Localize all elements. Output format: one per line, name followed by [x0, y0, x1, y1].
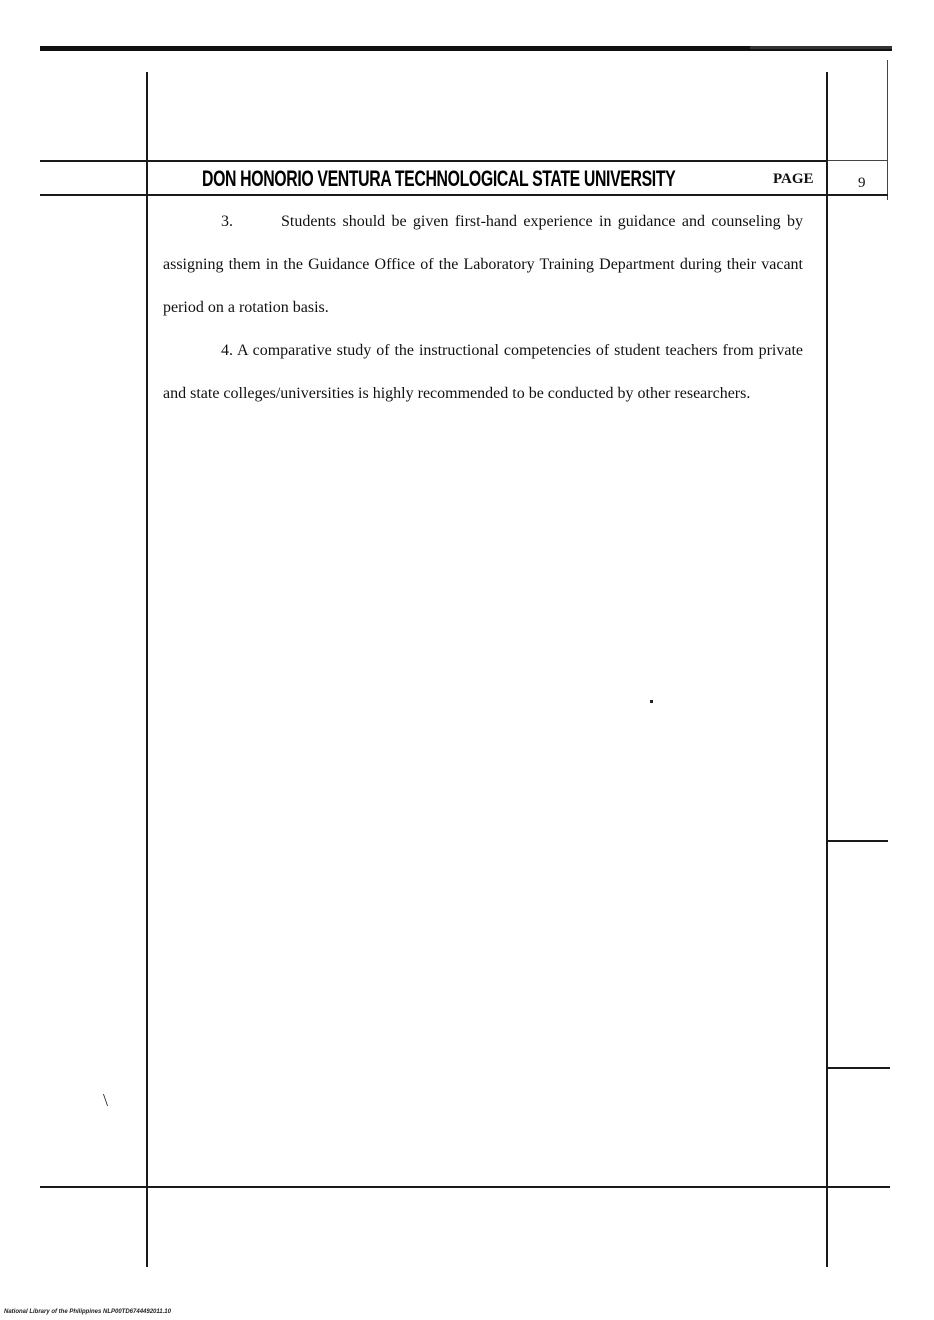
- recommendation-3: [163, 200, 803, 329]
- stray-dot: [650, 700, 653, 703]
- bottom-border-line: [40, 1186, 890, 1188]
- left-margin-line: [146, 72, 148, 1267]
- right-column-line-1: [828, 840, 888, 842]
- header-right-top-line: [828, 160, 888, 161]
- footer-note: National Library of the Philippines NLP00TD6744492011.10: [4, 1309, 171, 1315]
- right-margin-line: [826, 72, 828, 1267]
- header-bottom-line: [40, 194, 888, 196]
- right-column-line-2: [828, 1067, 890, 1069]
- header-top-line: [40, 160, 826, 162]
- stray-mark: \: [103, 1090, 109, 1110]
- recommendation-3-text: Students should be given first-hand experience in guidance and counseling by assigning them in the Guidance Office of the Laboratory Training Department during their vacant period on a rotation basis.: [163, 213, 803, 316]
- edge-line: [887, 60, 888, 200]
- university-title: DON HONORIO VENTURA TECHNOLOGICAL STATE UNIVERSITY: [202, 166, 676, 191]
- page-number: 9: [858, 175, 866, 191]
- recommendation-3-number: 3.: [221, 213, 233, 230]
- document-body: [163, 200, 803, 415]
- top-border-bar-tail: [750, 46, 892, 49]
- page-label: PAGE: [773, 171, 814, 187]
- recommendation-4: 4. A comparative study of the instructional competencies of student teachers from private and state colleges/universities is highly recommended to be conducted by other researchers.: [163, 342, 803, 402]
